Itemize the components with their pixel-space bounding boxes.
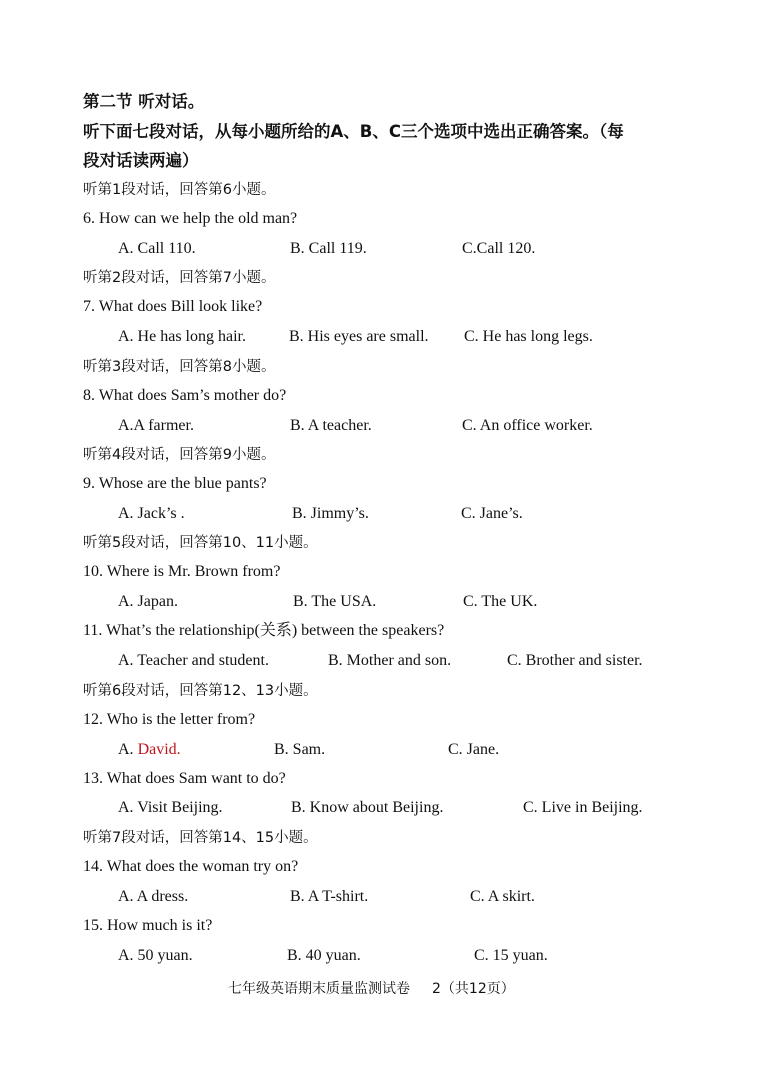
option-15-c[interactable]: C. 15 yuan. [474, 947, 548, 964]
option-10-a[interactable]: A. Japan. [118, 593, 178, 610]
dialogue-header-5: 听第5段对话，回答第10、11小题。 [83, 535, 318, 551]
option-13-a[interactable]: A. Visit Beijing. [118, 799, 223, 816]
question-8: 8. What does Sam’s mother do? [83, 387, 287, 404]
option-6-c[interactable]: C.Call 120. [462, 240, 536, 257]
option-11-a[interactable]: A. Teacher and student. [118, 652, 269, 669]
option-8-b[interactable]: B. A teacher. [290, 417, 372, 434]
instruction-line-2: 段对话读两遍） [83, 151, 199, 170]
option-6-a[interactable]: A. Call 110. [118, 240, 196, 257]
dialogue-header-6: 听第6段对话，回答第12、13小题。 [83, 683, 318, 699]
question-9: 9. Whose are the blue pants? [83, 475, 267, 492]
question-10: 10. Where is Mr. Brown from? [83, 563, 281, 580]
option-14-a[interactable]: A. A dress. [118, 888, 189, 905]
option-12-b[interactable]: B. Sam. [274, 741, 326, 758]
option-7-b[interactable]: B. His eyes are small. [289, 328, 429, 345]
option-12-a-letter: A. [118, 741, 138, 758]
dialogue-header-7: 听第7段对话，回答第14、15小题。 [83, 830, 318, 846]
option-9-b[interactable]: B. Jimmy’s. [292, 505, 369, 522]
option-6-b[interactable]: B. Call 119. [290, 240, 367, 257]
dialogue-header-4: 听第4段对话，回答第9小题。 [83, 447, 276, 463]
option-13-c[interactable]: C. Live in Beijing. [523, 799, 643, 816]
dialogue-header-2: 听第2段对话，回答第7小题。 [83, 270, 276, 286]
option-10-c[interactable]: C. The UK. [463, 593, 538, 610]
option-9-c[interactable]: C. Jane’s. [461, 505, 523, 522]
option-12-a[interactable] [118, 740, 181, 760]
question-15: 15. How much is it? [83, 917, 213, 934]
option-14-c[interactable]: C. A skirt. [470, 888, 535, 905]
instruction-line-1: 听下面七段对话，从每小题所给的A、B、C三个选项中选出正确答案。（每 [83, 122, 624, 141]
footer-page-number: 2（共12页） [432, 981, 515, 997]
option-12-c[interactable]: C. Jane. [448, 741, 500, 758]
question-13: 13. What does Sam want to do? [83, 770, 286, 787]
question-11: 11. What’s the relationship(关系) between the speakers? [83, 622, 445, 639]
option-7-c[interactable]: C. He has long legs. [464, 328, 593, 345]
footer-title: 七年级英语期末质量监测试卷 [228, 981, 410, 997]
question-7: 7. What does Bill look like? [83, 298, 263, 315]
option-7-a[interactable]: A. He has long hair. [118, 328, 246, 345]
highlighted-answer: David. [137, 741, 181, 758]
section-title: 第二节 听对话。 [83, 92, 205, 111]
option-9-a[interactable]: A. Jack’s . [118, 505, 185, 522]
option-10-b[interactable]: B. The USA. [293, 593, 377, 610]
option-14-b[interactable]: B. A T-shirt. [290, 888, 369, 905]
option-8-a[interactable]: A.A farmer. [118, 417, 194, 434]
option-15-a[interactable]: A. 50 yuan. [118, 947, 193, 964]
question-6: 6. How can we help the old man? [83, 210, 298, 227]
dialogue-header-1: 听第1段对话，回答第6小题。 [83, 182, 276, 198]
option-13-b[interactable]: B. Know about Beijing. [291, 799, 444, 816]
page-footer [228, 980, 515, 998]
question-14: 14. What does the woman try on? [83, 858, 299, 875]
option-11-c[interactable]: C. Brother and sister. [507, 652, 643, 669]
option-15-b[interactable]: B. 40 yuan. [287, 947, 361, 964]
question-12: 12. Who is the letter from? [83, 711, 256, 728]
option-11-b[interactable]: B. Mother and son. [328, 652, 452, 669]
dialogue-header-3: 听第3段对话，回答第8小题。 [83, 359, 276, 375]
option-8-c[interactable]: C. An office worker. [462, 417, 593, 434]
